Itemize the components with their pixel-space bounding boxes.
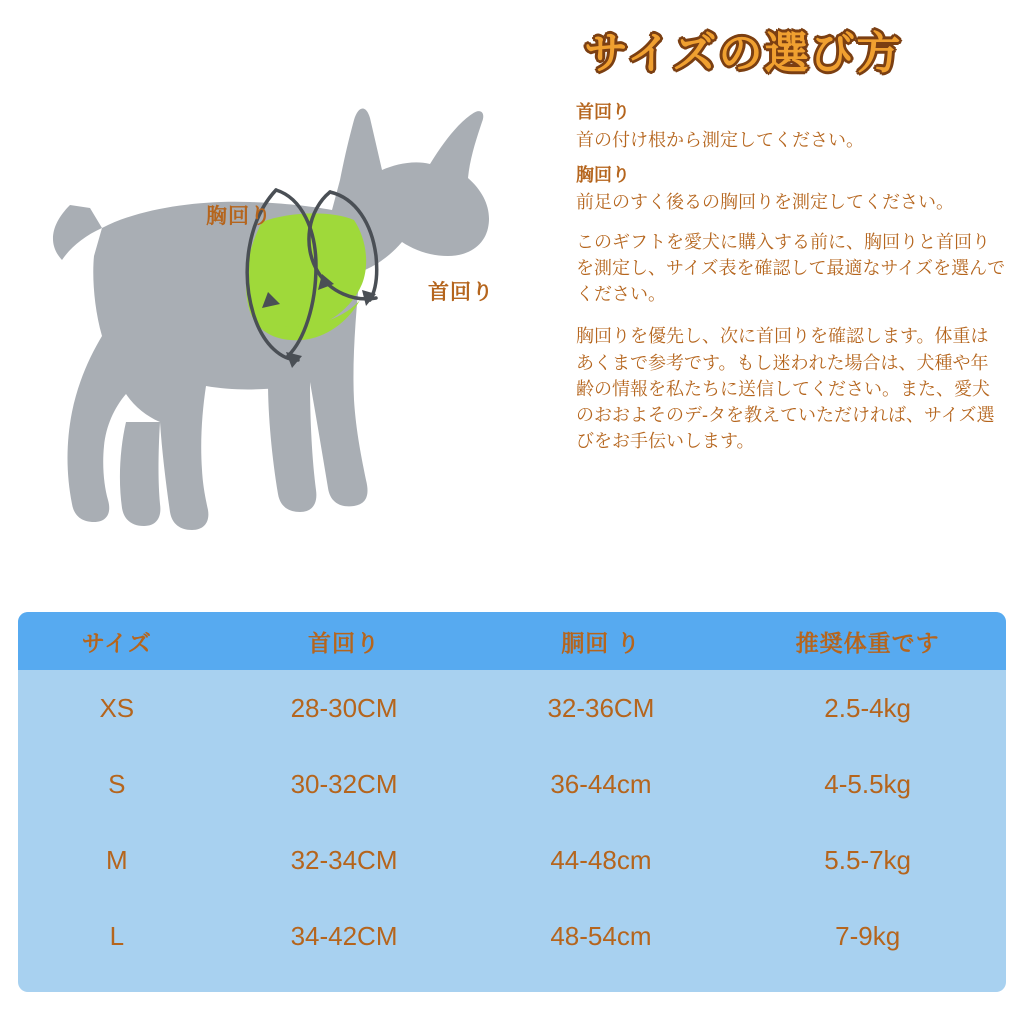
table-header-row: [18, 612, 1006, 670]
paragraph-priority-note: 胸回りを優先し、次に首回りを確認します。体重はあくまで参考です。もし迷われた場合は、犬種や年齢の情報を私たちに送信してください。また、愛犬のおおよそのデ-タを教えていただければ、サイズ選びをお手伝いします。: [576, 326, 995, 451]
cell-neck: 28-30CM: [290, 692, 398, 723]
cell-chest: 32-36CM: [547, 692, 655, 723]
cell-chest: 44-48cm: [550, 844, 652, 875]
size-table: [18, 612, 1006, 974]
cell-size: XS: [99, 692, 135, 723]
column-header-size: サイズ: [18, 612, 216, 670]
table-row: [18, 822, 1006, 898]
table-row: [18, 898, 1006, 974]
cell-weight: 7-9kg: [835, 920, 901, 951]
cell-weight: 2.5-4kg: [824, 692, 912, 723]
cell-neck: 30-32CM: [290, 768, 398, 799]
cell-weight: 4-5.5kg: [824, 768, 912, 799]
table-row: [18, 746, 1006, 822]
column-header-chest: 胴回 り: [472, 612, 729, 670]
cell-size: M: [105, 844, 128, 875]
chest-measure-label: 胸回り: [206, 205, 272, 228]
paragraph-measure-first: このギフトを愛犬に購入する前に、胸回りと首回りを測定し、サイズ表を確認して最適なサイズを選んでください。: [576, 232, 1006, 305]
page-title: サイズの選び方: [584, 29, 903, 78]
table-row: [18, 670, 1006, 746]
cell-chest: 48-54cm: [550, 920, 652, 951]
section-text-neck: 首の付け根から測定してください。: [576, 129, 864, 150]
cell-neck: 32-34CM: [290, 844, 398, 875]
cell-size: L: [109, 920, 125, 951]
column-header-weight: 推奨体重です: [729, 612, 1006, 670]
cell-size: S: [108, 768, 126, 799]
section-heading-neck: 首回り: [576, 102, 630, 123]
guide-text-column: [576, 30, 1006, 470]
dog-diagram: [10, 60, 540, 605]
cell-neck: 34-42CM: [290, 920, 398, 951]
column-header-neck: 首回り: [216, 612, 473, 670]
cell-chest: 36-44cm: [550, 768, 652, 799]
dog-illustration: [10, 60, 540, 605]
cell-weight: 5.5-7kg: [824, 844, 912, 875]
section-text-chest: 前足のすく後るの胸回りを測定してください。: [576, 192, 954, 213]
section-heading-chest: 胸回り: [576, 164, 630, 185]
neck-measure-label: 首回り: [428, 281, 494, 304]
size-table-container: [18, 612, 1006, 992]
